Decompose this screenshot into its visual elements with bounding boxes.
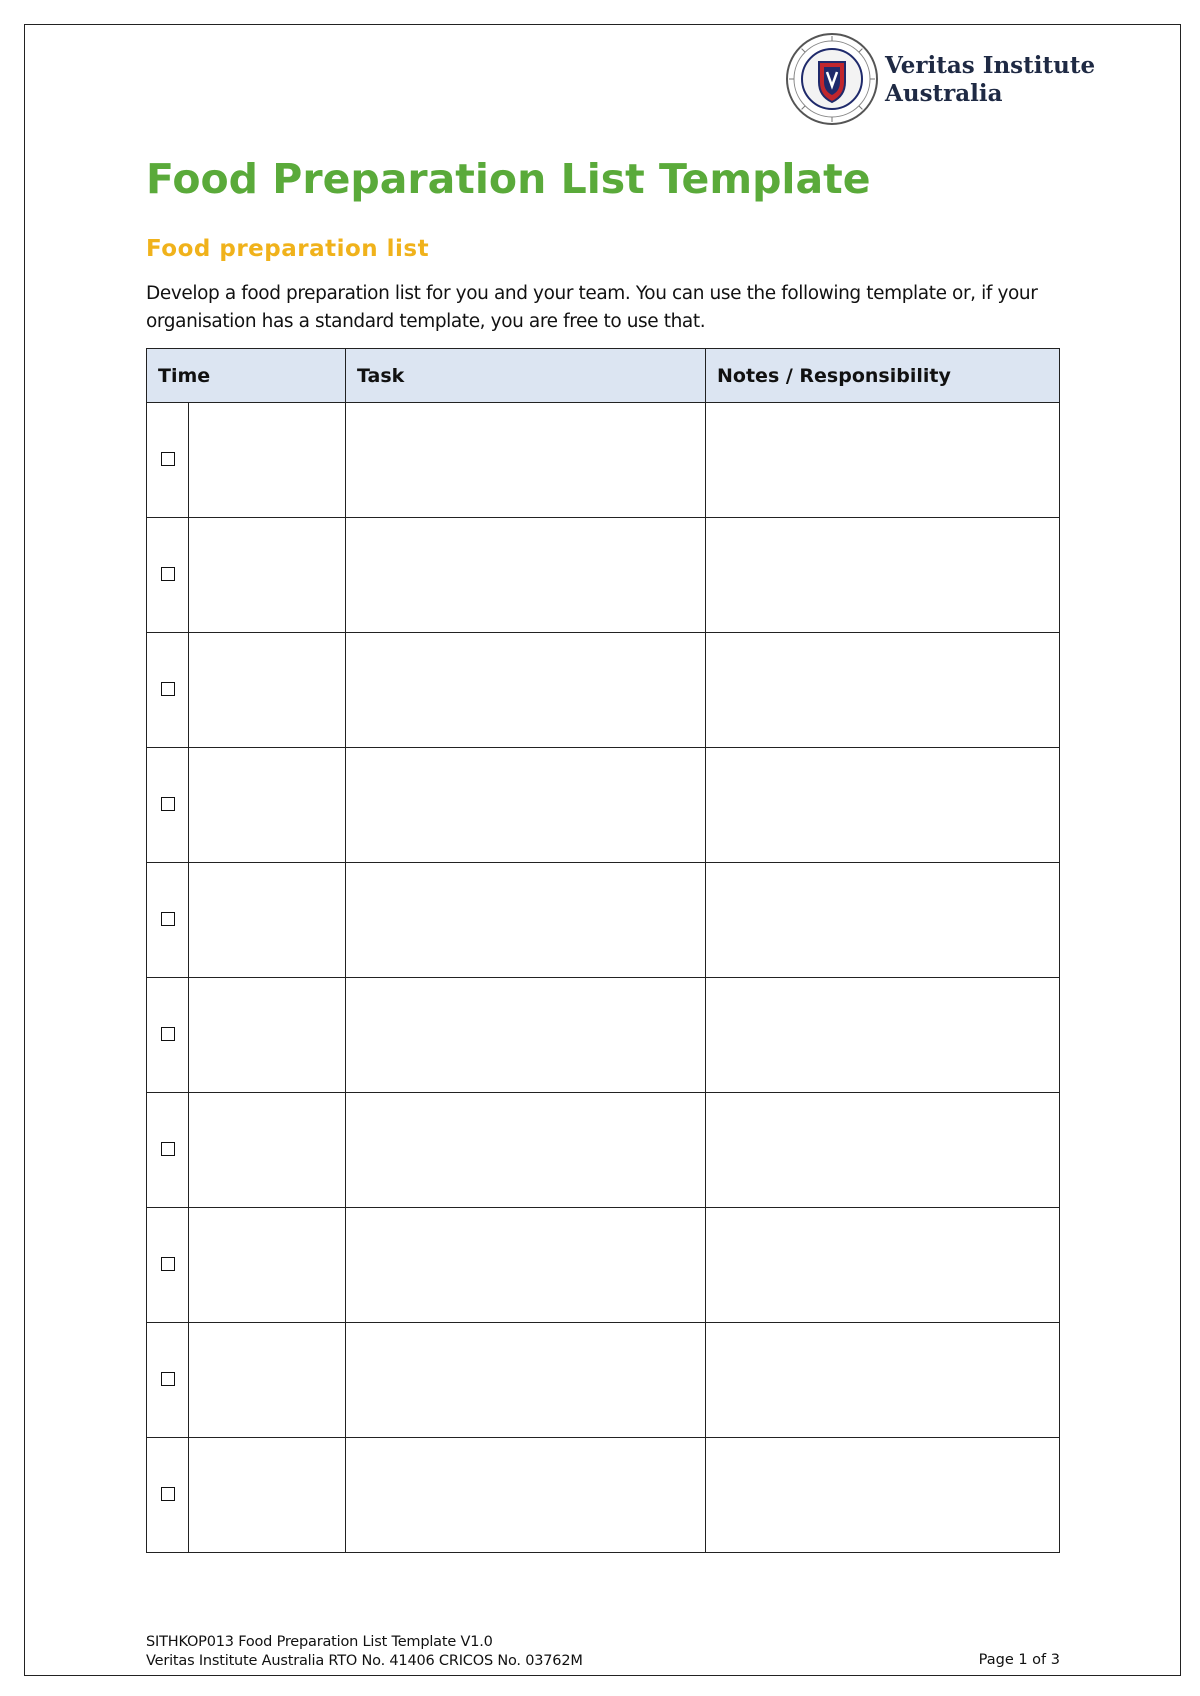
institute-name-line2: Australia bbox=[885, 80, 1003, 107]
checkbox-cell bbox=[147, 1323, 189, 1438]
task-cell[interactable] bbox=[346, 978, 706, 1093]
task-cell[interactable] bbox=[346, 1093, 706, 1208]
task-cell[interactable] bbox=[346, 863, 706, 978]
checkbox-cell bbox=[147, 403, 189, 518]
task-column-header: Task bbox=[346, 349, 706, 403]
notes-cell[interactable] bbox=[706, 403, 1060, 518]
task-checkbox[interactable] bbox=[161, 1487, 175, 1501]
checkbox-cell bbox=[147, 518, 189, 633]
notes-column-header: Notes / Responsibility bbox=[706, 349, 1060, 403]
footer-doc-info bbox=[146, 1633, 583, 1671]
task-checkbox[interactable] bbox=[161, 567, 175, 581]
time-cell[interactable] bbox=[189, 1093, 346, 1208]
intro-paragraph: Develop a food preparation list for you and your team. You can use the following template or, if your organisation has a standard template, you are free to use that. bbox=[146, 283, 1038, 332]
task-checkbox[interactable] bbox=[161, 797, 175, 811]
checkbox-cell bbox=[147, 1208, 189, 1323]
task-cell[interactable] bbox=[346, 1323, 706, 1438]
checkbox-cell bbox=[147, 748, 189, 863]
task-checkbox[interactable] bbox=[161, 682, 175, 696]
task-cell[interactable] bbox=[346, 403, 706, 518]
institute-name-line1: Veritas Institute bbox=[885, 52, 1096, 79]
task-checkbox[interactable] bbox=[161, 1142, 175, 1156]
table-row bbox=[147, 1438, 1060, 1553]
task-checkbox[interactable] bbox=[161, 1027, 175, 1041]
table-row bbox=[147, 863, 1060, 978]
checkbox-cell bbox=[147, 1438, 189, 1553]
task-cell[interactable] bbox=[346, 1438, 706, 1553]
time-cell[interactable] bbox=[189, 1323, 346, 1438]
task-checkbox[interactable] bbox=[161, 1372, 175, 1386]
task-checkbox[interactable] bbox=[161, 1257, 175, 1271]
table-row bbox=[147, 403, 1060, 518]
task-cell[interactable] bbox=[346, 748, 706, 863]
institute-logo bbox=[785, 32, 1096, 127]
time-cell[interactable] bbox=[189, 863, 346, 978]
time-cell[interactable] bbox=[189, 1208, 346, 1323]
table-header-row bbox=[147, 349, 1060, 403]
notes-cell[interactable] bbox=[706, 518, 1060, 633]
page-title: Food Preparation List Template bbox=[146, 155, 871, 203]
checkbox-cell bbox=[147, 1093, 189, 1208]
time-cell[interactable] bbox=[189, 403, 346, 518]
notes-cell[interactable] bbox=[706, 978, 1060, 1093]
table-row bbox=[147, 633, 1060, 748]
task-checkbox[interactable] bbox=[161, 452, 175, 466]
checkbox-cell bbox=[147, 978, 189, 1093]
notes-cell[interactable] bbox=[706, 863, 1060, 978]
notes-cell[interactable] bbox=[706, 1438, 1060, 1553]
footer-rto-line: Veritas Institute Australia RTO No. 41406 CRICOS No. 03762M bbox=[146, 1653, 583, 1669]
notes-cell[interactable] bbox=[706, 1323, 1060, 1438]
footer-doc-code: SITHKOP013 Food Preparation List Template V1.0 bbox=[146, 1634, 493, 1650]
food-preparation-table bbox=[146, 348, 1060, 1553]
time-cell[interactable] bbox=[189, 1438, 346, 1553]
table-row bbox=[147, 518, 1060, 633]
institute-name bbox=[885, 52, 1095, 108]
notes-cell[interactable] bbox=[706, 1093, 1060, 1208]
task-cell[interactable] bbox=[346, 518, 706, 633]
table-body bbox=[147, 403, 1060, 1553]
table-row bbox=[147, 978, 1060, 1093]
notes-cell[interactable] bbox=[706, 633, 1060, 748]
checkbox-cell bbox=[147, 633, 189, 748]
table-row bbox=[147, 1093, 1060, 1208]
time-cell[interactable] bbox=[189, 518, 346, 633]
section-heading: Food preparation list bbox=[146, 236, 430, 262]
table-row bbox=[147, 748, 1060, 863]
time-cell[interactable] bbox=[189, 978, 346, 1093]
page-number: Page 1 of 3 bbox=[978, 1652, 1060, 1668]
table-row bbox=[147, 1208, 1060, 1323]
time-cell[interactable] bbox=[189, 633, 346, 748]
task-cell[interactable] bbox=[346, 633, 706, 748]
time-column-header: Time bbox=[147, 349, 346, 403]
checkbox-cell bbox=[147, 863, 189, 978]
table-row bbox=[147, 1323, 1060, 1438]
task-checkbox[interactable] bbox=[161, 912, 175, 926]
task-cell[interactable] bbox=[346, 1208, 706, 1323]
notes-cell[interactable] bbox=[706, 748, 1060, 863]
notes-cell[interactable] bbox=[706, 1208, 1060, 1323]
time-cell[interactable] bbox=[189, 748, 346, 863]
institute-seal-icon bbox=[785, 32, 879, 126]
